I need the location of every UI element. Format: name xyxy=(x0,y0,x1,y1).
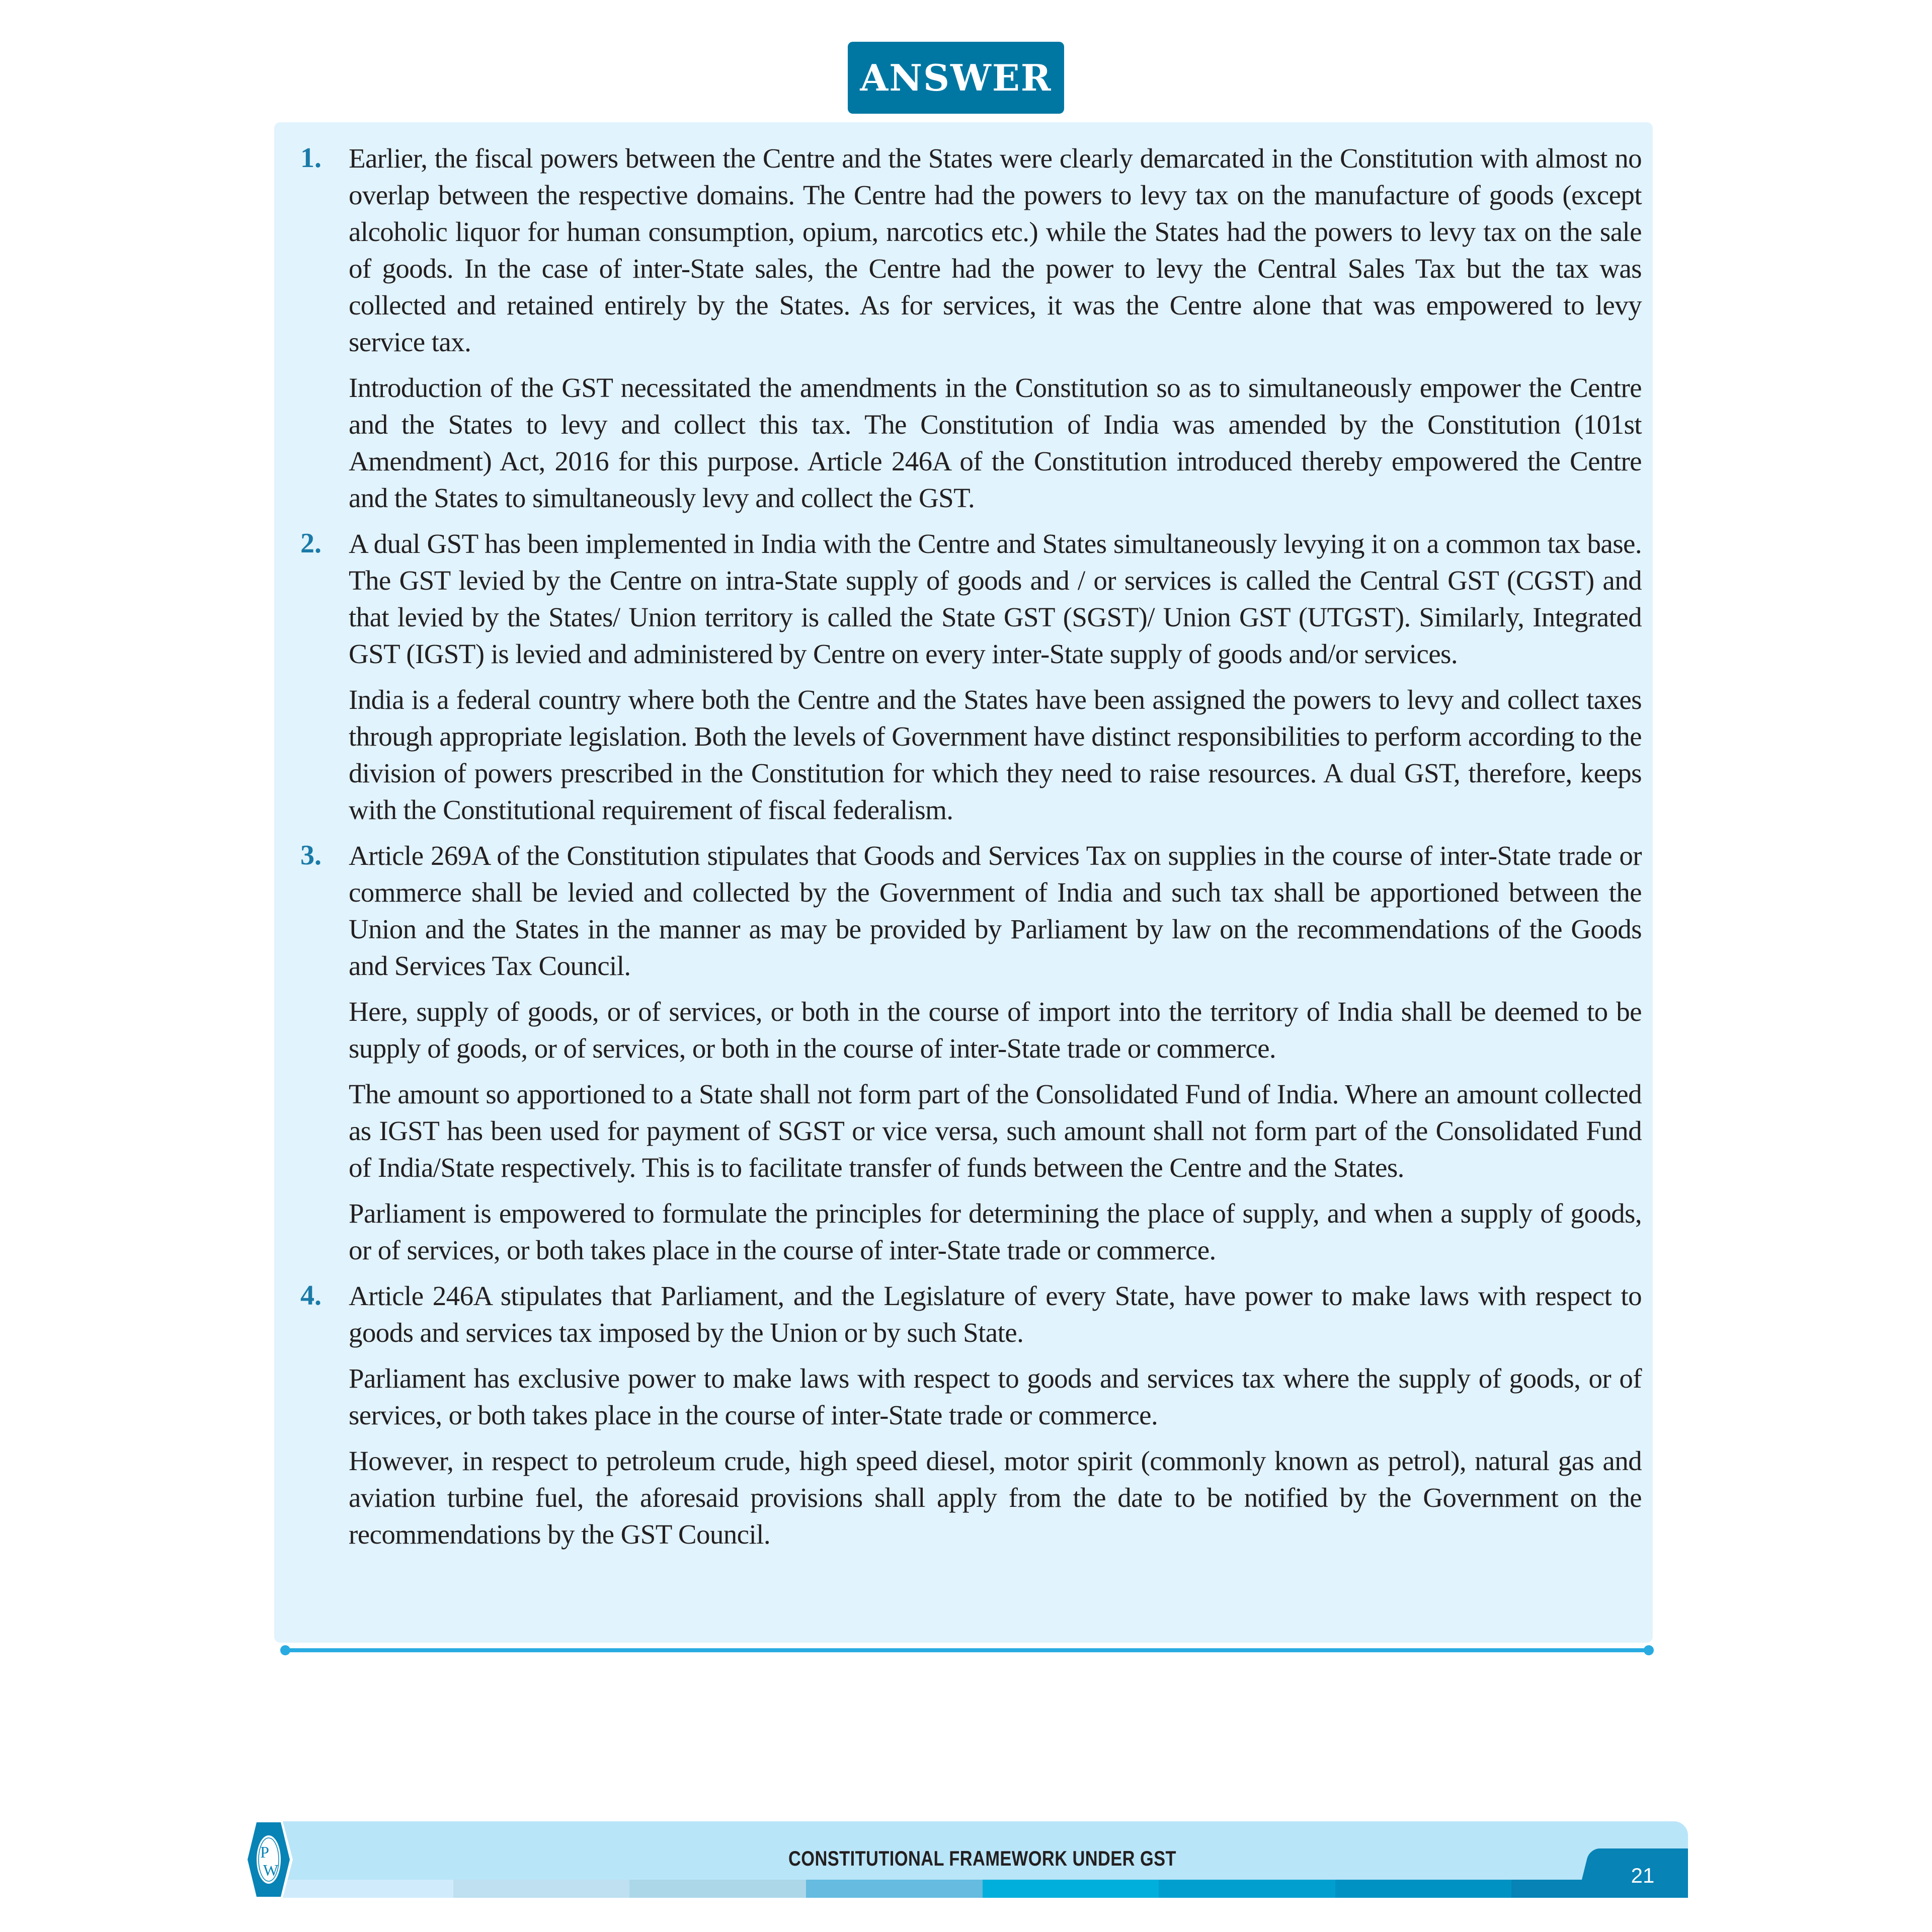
answer-paragraph: Earlier, the fiscal powers between the Centre and the States were clearly demarcated in the Constitution with almost no overlap between the respective domains. The Centre had the powers to levy tax on the manufacture of goods (except alcoholic liquor for human consumption, opium, narcotics etc.) while the States had the powers to levy tax on the sale of goods. In the case of inter-State sales, the Centre had the power to levy the Central Sales Tax but the tax was collected and retained entirely by the States. As for services, it was the Centre alone that was empowered to levy service tax. xyxy=(349,143,1642,357)
answer-item-4 xyxy=(274,1277,1653,1553)
answer-paragraph: India is a federal country where both the Centre and the States have been assigned the powers to levy and collect taxes through appropriate legislation. Both the levels of Government have distinct responsibilities to perform according to the division of powers prescribed in the Constitution for which they need to raise resources. A dual GST, therefore, keeps with the Constitutional requirement of fiscal federalism. xyxy=(349,684,1642,825)
answer-paragraph: Article 246A stipulates that Parliament, and the Legislature of every State, have power to make laws with respect to goods and services tax imposed by the Union or by such State. xyxy=(349,1280,1642,1348)
divider-end-dot-left xyxy=(280,1645,290,1655)
answer-paragraph: Here, supply of goods, or of services, or both in the course of import into the territory of India shall be deemed to be supply of goods, or of services, or both in the course of inter-State trade or commerce. xyxy=(349,996,1642,1064)
answer-paragraph: The amount so apportioned to a State shall not form part of the Consolidated Fund of India. Where an amount collected as IGST has been used for payment of SGST or vice versa, such amount shall not form part of the Consolidated Fund of India/State respectively. This is to facilitate transfer of funds between the Centre and the States. xyxy=(349,1079,1642,1183)
page-footer xyxy=(247,1821,1688,1898)
answer-number: 2. xyxy=(300,528,321,559)
page-number: 21 xyxy=(1631,1864,1655,1887)
svg-text:W: W xyxy=(263,1861,279,1879)
chapter-title: CONSTITUTIONAL FRAMEWORK UNDER GST xyxy=(788,1846,1176,1870)
answer-paragraph: Parliament has exclusive power to make laws with respect to goods and services tax where the supply of goods, or of services, or both takes place in the course of inter-State trade or commerce. xyxy=(349,1363,1642,1430)
answer-paragraph: Parliament is empowered to formulate the principles for determining the place of supply, and when a supply of goods, or of services, or both takes place in the course of inter-State trade or commerce. xyxy=(349,1198,1642,1265)
section-divider xyxy=(285,1648,1649,1652)
answer-item-1 xyxy=(274,140,1653,516)
answer-badge xyxy=(848,42,1064,114)
answer-item-2 xyxy=(274,525,1653,828)
answer-paragraph: Article 269A of the Constitution stipulates that Goods and Services Tax on supplies in the course of inter-State trade or commerce shall be levied and collected by the Government of India and such tax shall be apportioned between the Union and the States in the manner as may be provided by Parliament by law on the recommendations of the Goods and Services Tax Council. xyxy=(349,840,1642,981)
answer-number: 4. xyxy=(300,1280,321,1311)
answer-paragraph: A dual GST has been implemented in India with the Centre and States simultaneously levying it on a common tax base. The GST levied by the Centre on intra-State supply of goods and / or services is called the Central GST (CGST) and that levied by the States/ Union territory is called the State GST (SGST)/ Union GST (UTGST). Similarly, Integrated GST (IGST) is levied and administered by Centre on every inter-State supply of goods and/or services. xyxy=(349,528,1642,669)
answer-panel xyxy=(274,122,1653,1643)
answer-number: 3. xyxy=(300,840,321,871)
answer-badge-label: ANSWER xyxy=(860,56,1052,99)
svg-text:P: P xyxy=(260,1843,269,1861)
answer-number: 1. xyxy=(300,142,321,174)
answer-paragraph: Introduction of the GST necessitated the amendments in the Constitution so as to simultaneously empower the Centre and the States to levy and collect this tax. The Constitution of India was amended by the Constitution (101st Amendment) Act, 2016 for this purpose. Article 246A of the Constitution introduced thereby empowered the Centre and the States to simultaneously levy and collect the GST. xyxy=(349,372,1642,513)
footer-band xyxy=(277,1821,1688,1898)
divider-end-dot-right xyxy=(1644,1645,1654,1655)
footer-stripes xyxy=(277,1880,1688,1898)
answer-paragraph: However, in respect to petroleum crude, high speed diesel, motor spirit (commonly known as petrol), natural gas and aviation turbine fuel, the aforesaid provisions shall apply from the date to be notified by the Government on the recommendations by the GST Council. xyxy=(349,1445,1642,1550)
answer-list xyxy=(274,140,1653,1562)
pw-logo-icon xyxy=(245,1821,293,1898)
page-number-tab xyxy=(1597,1848,1688,1898)
answer-item-3 xyxy=(274,837,1653,1268)
